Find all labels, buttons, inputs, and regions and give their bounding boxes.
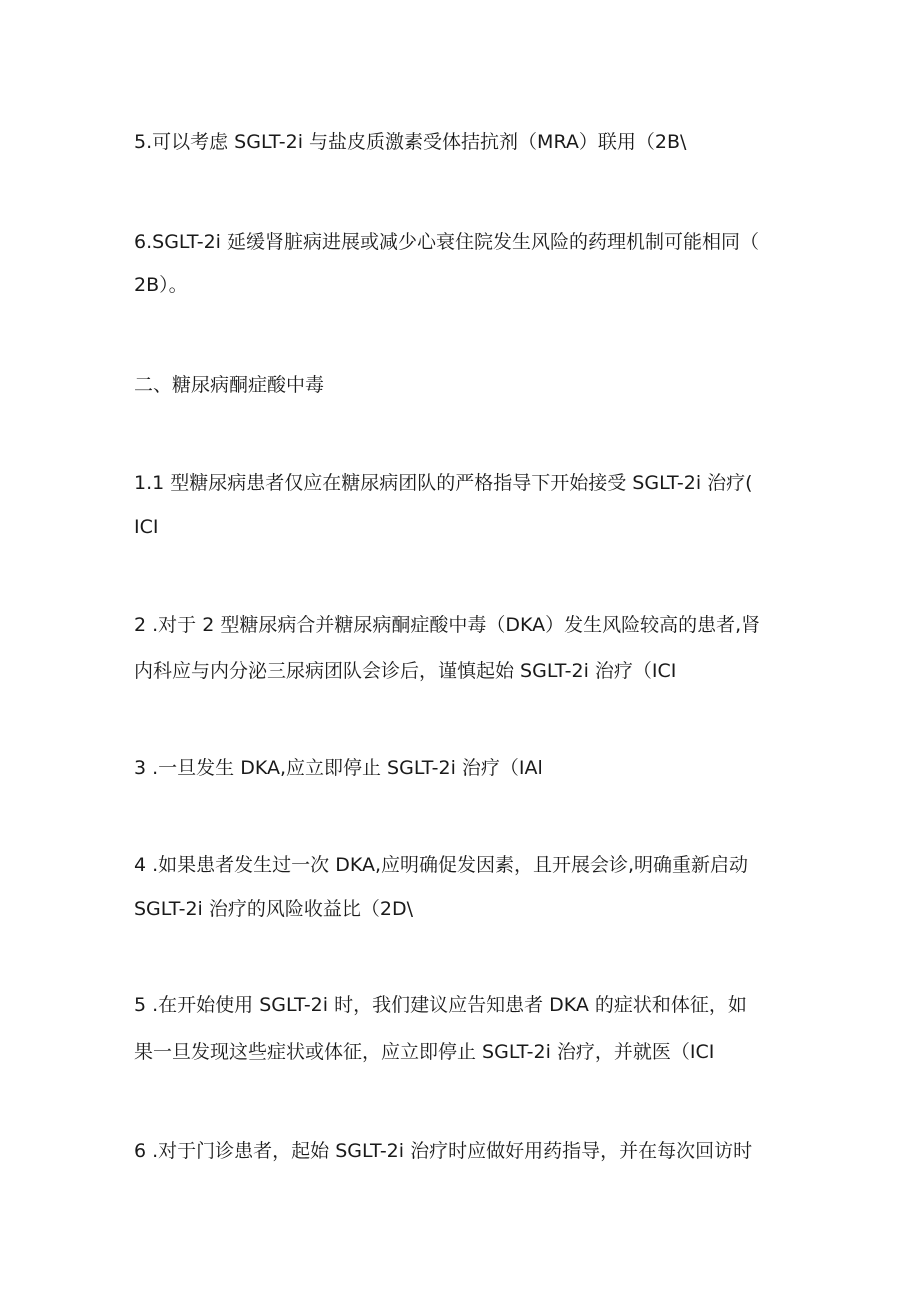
- item-2-line-1: 2 .对于 2 型糖尿病合并糖尿病酮症酸中毒（DKA）发生风险较高的患者,肾: [134, 614, 761, 636]
- item-6-line-1: 6 .对于门诊患者，起始 SGLT-2i 治疗时应做好用药指导，并在每次回访时: [134, 1140, 753, 1162]
- item-4-line-1: 4 .如果患者发生过一次 DKA,应明确促发因素，且开展会诊,明确重新启动: [134, 854, 749, 876]
- item-4-line-2: SGLT-2i 治疗的风险收益比（2D\: [134, 898, 413, 920]
- paragraph-6-line-2: 2B）。: [134, 274, 188, 296]
- item-1-line-2: ICI: [134, 516, 159, 538]
- item-5-line-2: 果一旦发现这些症状或体征，应立即停止 SGLT-2i 治疗，并就医（ICI: [134, 1041, 715, 1063]
- paragraph-6-line-1: 6.SGLT-2i 延缓肾脏病进展或减少心衰住院发生风险的药理机制可能相同（: [134, 231, 760, 253]
- paragraph-5-mra-combination: 5.可以考虑 SGLT-2i 与盐皮质激素受体拮抗剂（MRA）联用（2B\: [134, 131, 687, 153]
- item-1-line-1: 1.1 型糖尿病患者仅应在糖尿病团队的严格指导下开始接受 SGLT-2i 治疗(: [134, 472, 753, 494]
- item-2-line-2: 内科应与内分泌三尿病团队会诊后，谨慎起始 SGLT-2i 治疗（ICI: [134, 660, 677, 682]
- item-3-line-1: 3 .一旦发生 DKA,应立即停止 SGLT-2i 治疗（IAl: [134, 757, 543, 779]
- item-5-line-1: 5 .在开始使用 SGLT-2i 时，我们建议应告知患者 DKA 的症状和体征，如: [134, 994, 747, 1016]
- section-heading-dka: 二、糖尿病酮症酸中毒: [134, 374, 325, 396]
